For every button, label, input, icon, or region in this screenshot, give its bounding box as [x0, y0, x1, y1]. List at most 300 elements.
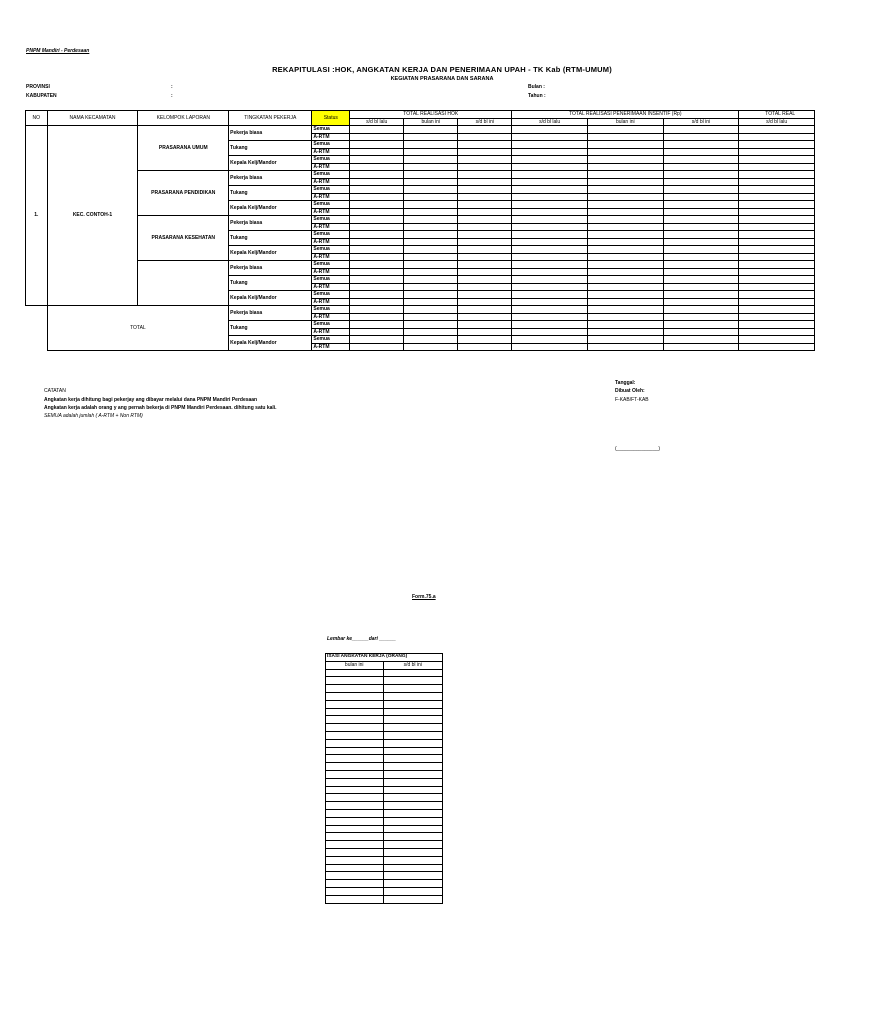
data-cell [350, 306, 404, 314]
tingkatan-label: Tukang [229, 276, 312, 291]
data-cell [587, 163, 663, 171]
data-cell [326, 833, 384, 841]
data-cell [512, 171, 588, 179]
status-cell: Semua [312, 141, 350, 149]
page2-col-bulan-ini: bulan ini [326, 661, 384, 669]
data-cell [383, 786, 443, 794]
subheader: bulan ini [404, 118, 458, 126]
data-cell [404, 291, 458, 299]
tingkatan-label: Pekerja biasa [229, 126, 312, 141]
table-row [26, 261, 815, 269]
data-cell [326, 864, 384, 872]
data-cell [587, 193, 663, 201]
table-row [326, 802, 443, 810]
header-hok: TOTAL REALISASI HOK [350, 111, 512, 119]
data-cell [383, 770, 443, 778]
data-cell [587, 186, 663, 194]
page2-header: ISASI ANGKATAN KERJA (ORANG) [326, 654, 443, 662]
data-cell [458, 268, 512, 276]
data-cell [663, 141, 739, 149]
data-cell [383, 872, 443, 880]
tingkatan-label: Kepala Kelj/Mandor [229, 201, 312, 216]
table-row [26, 126, 815, 134]
data-cell [663, 186, 739, 194]
data-cell [383, 887, 443, 895]
data-cell [404, 261, 458, 269]
data-cell [458, 343, 512, 351]
status-cell: A-RTM [312, 283, 350, 291]
data-cell [663, 246, 739, 254]
total-label: TOTAL [47, 306, 229, 351]
data-cell [383, 809, 443, 817]
data-cell [458, 126, 512, 134]
tingkatan-label: Kepala Kelj/Mandor [229, 246, 312, 261]
data-cell [383, 864, 443, 872]
table-row [326, 872, 443, 880]
data-cell [739, 156, 815, 164]
data-cell [512, 336, 588, 344]
data-cell [404, 163, 458, 171]
data-cell [404, 126, 458, 134]
data-cell [587, 268, 663, 276]
data-cell [663, 133, 739, 141]
table-row [326, 669, 443, 677]
data-cell [663, 216, 739, 224]
data-cell [383, 880, 443, 888]
data-cell [739, 306, 815, 314]
data-cell [326, 786, 384, 794]
row-number: 1. [26, 126, 48, 306]
data-cell [350, 261, 404, 269]
data-cell [512, 268, 588, 276]
data-cell [739, 268, 815, 276]
data-cell [739, 298, 815, 306]
table-row [326, 677, 443, 685]
data-cell [663, 321, 739, 329]
data-cell [326, 763, 384, 771]
data-cell [350, 163, 404, 171]
data-cell [350, 313, 404, 321]
bulan-label: Bulan : [528, 84, 545, 90]
data-cell [512, 246, 588, 254]
tingkatan-label: Kepala Kelj/Mandor [229, 156, 312, 171]
data-cell [587, 238, 663, 246]
data-cell [739, 253, 815, 261]
subheader: s/d bl lalu [350, 118, 404, 126]
data-cell [350, 201, 404, 209]
data-cell [512, 201, 588, 209]
table-row [26, 216, 815, 224]
data-cell [663, 163, 739, 171]
data-cell [739, 216, 815, 224]
data-cell [458, 133, 512, 141]
data-cell [383, 669, 443, 677]
data-cell [404, 186, 458, 194]
data-cell [587, 283, 663, 291]
subheader: s/d bl ini [663, 118, 739, 126]
data-cell [512, 321, 588, 329]
data-cell [404, 298, 458, 306]
data-cell [663, 171, 739, 179]
table-row [326, 880, 443, 888]
table-row [326, 739, 443, 747]
subheader: s/d bl ini [458, 118, 512, 126]
data-cell [326, 880, 384, 888]
data-cell [458, 321, 512, 329]
status-cell: Semua [312, 276, 350, 284]
provinsi-label: PROVINSI [26, 84, 50, 90]
data-cell [512, 133, 588, 141]
data-cell [350, 328, 404, 336]
data-cell [404, 283, 458, 291]
data-cell [663, 276, 739, 284]
data-cell [663, 283, 739, 291]
status-cell: Semua [312, 291, 350, 299]
data-cell [739, 178, 815, 186]
data-cell [404, 171, 458, 179]
data-cell [663, 343, 739, 351]
data-cell [512, 261, 588, 269]
data-cell [326, 685, 384, 693]
table-row [326, 770, 443, 778]
data-cell [512, 148, 588, 156]
data-cell [739, 171, 815, 179]
data-cell [383, 848, 443, 856]
data-cell [512, 283, 588, 291]
data-cell [587, 133, 663, 141]
tingkatan-label: Tukang [229, 186, 312, 201]
provinsi-colon: : [171, 84, 173, 90]
tingkatan-label: Tukang [229, 321, 312, 336]
data-cell [350, 208, 404, 216]
data-cell [739, 133, 815, 141]
data-cell [739, 141, 815, 149]
data-cell [326, 809, 384, 817]
status-cell: Semua [312, 216, 350, 224]
data-cell [326, 895, 384, 903]
report-table-clip [25, 110, 796, 382]
data-cell [350, 246, 404, 254]
table-row [326, 864, 443, 872]
data-cell [587, 216, 663, 224]
table-row [326, 724, 443, 732]
data-cell [739, 261, 815, 269]
data-cell [350, 298, 404, 306]
data-cell [383, 794, 443, 802]
data-cell [404, 321, 458, 329]
data-cell [383, 716, 443, 724]
kelompok-label: PRASARANA UMUM [138, 126, 229, 171]
tingkatan-label: Pekerja biasa [229, 261, 312, 276]
table-row [326, 887, 443, 895]
data-cell [458, 208, 512, 216]
data-cell [350, 268, 404, 276]
status-cell: A-RTM [312, 133, 350, 141]
data-cell [458, 148, 512, 156]
data-cell [383, 778, 443, 786]
data-cell [458, 298, 512, 306]
data-cell [404, 216, 458, 224]
data-cell [587, 231, 663, 239]
data-cell [383, 731, 443, 739]
table-row [326, 794, 443, 802]
data-cell [458, 313, 512, 321]
data-cell [326, 708, 384, 716]
data-cell [383, 739, 443, 747]
data-cell [663, 238, 739, 246]
data-cell [663, 253, 739, 261]
data-cell [326, 841, 384, 849]
data-cell [404, 148, 458, 156]
data-cell [350, 238, 404, 246]
data-cell [663, 261, 739, 269]
data-cell [404, 306, 458, 314]
data-cell [739, 246, 815, 254]
data-cell [458, 253, 512, 261]
data-cell [587, 126, 663, 134]
data-cell [326, 778, 384, 786]
data-cell [350, 193, 404, 201]
data-cell [350, 156, 404, 164]
data-cell [512, 306, 588, 314]
data-cell [739, 336, 815, 344]
data-cell [663, 328, 739, 336]
data-cell [350, 336, 404, 344]
data-cell [326, 692, 384, 700]
table-row [326, 856, 443, 864]
status-cell: Semua [312, 306, 350, 314]
data-cell [587, 291, 663, 299]
data-cell [326, 856, 384, 864]
data-cell [404, 178, 458, 186]
status-cell: A-RTM [312, 163, 350, 171]
tingkatan-label: Kepala Kelj/Mandor [229, 336, 312, 351]
data-cell [663, 268, 739, 276]
data-cell [383, 763, 443, 771]
data-cell [663, 231, 739, 239]
header-no: NO [26, 111, 48, 126]
table-row [326, 755, 443, 763]
data-cell [458, 238, 512, 246]
data-cell [663, 178, 739, 186]
data-cell [383, 685, 443, 693]
data-cell [512, 313, 588, 321]
data-cell [587, 208, 663, 216]
data-cell [458, 231, 512, 239]
data-cell [326, 872, 384, 880]
data-cell [512, 298, 588, 306]
data-cell [663, 201, 739, 209]
data-cell [739, 231, 815, 239]
status-cell: A-RTM [312, 253, 350, 261]
catatan-label: CATATAN [44, 388, 66, 394]
total-spacer [26, 306, 48, 351]
tahun-label: Tahun : [528, 93, 546, 99]
kabupaten-label: KABUPATEN [26, 93, 57, 99]
status-cell: Semua [312, 246, 350, 254]
tingkatan-label: Kepala Kelj/Mandor [229, 291, 312, 306]
data-cell [383, 708, 443, 716]
data-cell [587, 141, 663, 149]
table-row [326, 778, 443, 786]
data-cell [350, 291, 404, 299]
data-cell [512, 328, 588, 336]
data-cell [739, 163, 815, 171]
table-row [326, 786, 443, 794]
tanggal-label: Tanggal: [615, 380, 636, 386]
data-cell [739, 201, 815, 209]
kelompok-label: PRASARANA KESEHATAN [138, 216, 229, 261]
data-cell [404, 141, 458, 149]
table-row [326, 841, 443, 849]
table-row [326, 700, 443, 708]
data-cell [326, 669, 384, 677]
data-cell [350, 186, 404, 194]
data-cell [383, 802, 443, 810]
status-cell: Semua [312, 261, 350, 269]
status-cell: Semua [312, 171, 350, 179]
kelompok-label [138, 261, 229, 306]
data-cell [512, 216, 588, 224]
table-row [326, 825, 443, 833]
data-cell [458, 223, 512, 231]
data-cell [350, 141, 404, 149]
data-cell [587, 156, 663, 164]
header-tingkatan: TINGKATAN PEKERJA [229, 111, 312, 126]
data-cell [587, 313, 663, 321]
data-cell [383, 833, 443, 841]
data-cell [326, 794, 384, 802]
subheader: s/d bl lalu [739, 118, 815, 126]
status-cell: Semua [312, 336, 350, 344]
data-cell [458, 283, 512, 291]
data-cell [404, 231, 458, 239]
data-cell [404, 156, 458, 164]
data-cell [739, 126, 815, 134]
form-code: Form.75.a [412, 594, 436, 600]
data-cell [587, 261, 663, 269]
data-cell [663, 193, 739, 201]
report-subtitle: KEGIATAN PRASARANA DAN SARANA [390, 76, 494, 82]
data-cell [458, 193, 512, 201]
data-cell [326, 700, 384, 708]
header-insentif: TOTAL REALISASI PENERIMAAN INSENTIF (Rp) [512, 111, 739, 119]
header-kecamatan: NAMA KECAMATAN [47, 111, 138, 126]
header-status: Status [312, 111, 350, 126]
report-title: REKAPITULASI :HOK, ANGKATAN KERJA DAN PENERIMAAN UPAH - TK Kab (RTM-UMUM) [272, 65, 612, 74]
data-cell [663, 291, 739, 299]
data-cell [587, 223, 663, 231]
data-cell [404, 201, 458, 209]
data-cell [326, 848, 384, 856]
data-cell [458, 201, 512, 209]
data-cell [512, 238, 588, 246]
table-row [326, 692, 443, 700]
data-cell [512, 178, 588, 186]
data-cell [458, 163, 512, 171]
page2-table [325, 653, 443, 904]
data-cell [512, 193, 588, 201]
signer-role: F-KAB/FT-KAB [615, 397, 649, 403]
data-cell [739, 208, 815, 216]
data-cell [383, 895, 443, 903]
status-cell: A-RTM [312, 313, 350, 321]
data-cell [350, 223, 404, 231]
data-cell [663, 306, 739, 314]
data-cell [350, 231, 404, 239]
data-cell [326, 817, 384, 825]
data-cell [383, 841, 443, 849]
table-row [326, 817, 443, 825]
data-cell [587, 201, 663, 209]
page-counter: Lembar ke______dari ______ [327, 636, 396, 642]
data-cell [458, 156, 512, 164]
data-cell [739, 321, 815, 329]
table-row [326, 731, 443, 739]
data-cell [663, 156, 739, 164]
data-cell [458, 178, 512, 186]
status-cell: A-RTM [312, 343, 350, 351]
status-cell: A-RTM [312, 298, 350, 306]
status-cell: Semua [312, 186, 350, 194]
tingkatan-label: Pekerja biasa [229, 216, 312, 231]
table-row [326, 809, 443, 817]
data-cell [512, 126, 588, 134]
data-cell [512, 253, 588, 261]
data-cell [350, 321, 404, 329]
data-cell [739, 193, 815, 201]
status-cell: A-RTM [312, 223, 350, 231]
subheader: bulan ini [587, 118, 663, 126]
data-cell [326, 770, 384, 778]
data-cell [326, 887, 384, 895]
data-cell [326, 716, 384, 724]
data-cell [383, 724, 443, 732]
data-cell [663, 223, 739, 231]
note-line-3: SEMUA adalah jumlah ( A-RTM + Non RTM) [44, 413, 143, 419]
data-cell [587, 253, 663, 261]
table-row [326, 848, 443, 856]
data-cell [587, 336, 663, 344]
status-cell: Semua [312, 126, 350, 134]
header-total-real: TOTAL REAL [739, 111, 815, 119]
data-cell [383, 692, 443, 700]
data-cell [663, 313, 739, 321]
data-cell [458, 246, 512, 254]
data-cell [350, 343, 404, 351]
data-cell [458, 328, 512, 336]
data-cell [404, 276, 458, 284]
data-cell [587, 148, 663, 156]
status-cell: A-RTM [312, 208, 350, 216]
subheader: s/d bl lalu [512, 118, 588, 126]
status-cell: A-RTM [312, 193, 350, 201]
data-cell [404, 343, 458, 351]
data-cell [587, 178, 663, 186]
tingkatan-label: Pekerja biasa [229, 306, 312, 321]
data-cell [739, 276, 815, 284]
data-cell [512, 343, 588, 351]
data-cell [587, 306, 663, 314]
table-row [326, 747, 443, 755]
dibuat-oleh-label: Dibuat Oleh: [615, 388, 645, 394]
data-cell [739, 291, 815, 299]
data-cell [350, 148, 404, 156]
data-cell [350, 126, 404, 134]
data-cell [326, 755, 384, 763]
data-cell [326, 747, 384, 755]
data-cell [663, 208, 739, 216]
